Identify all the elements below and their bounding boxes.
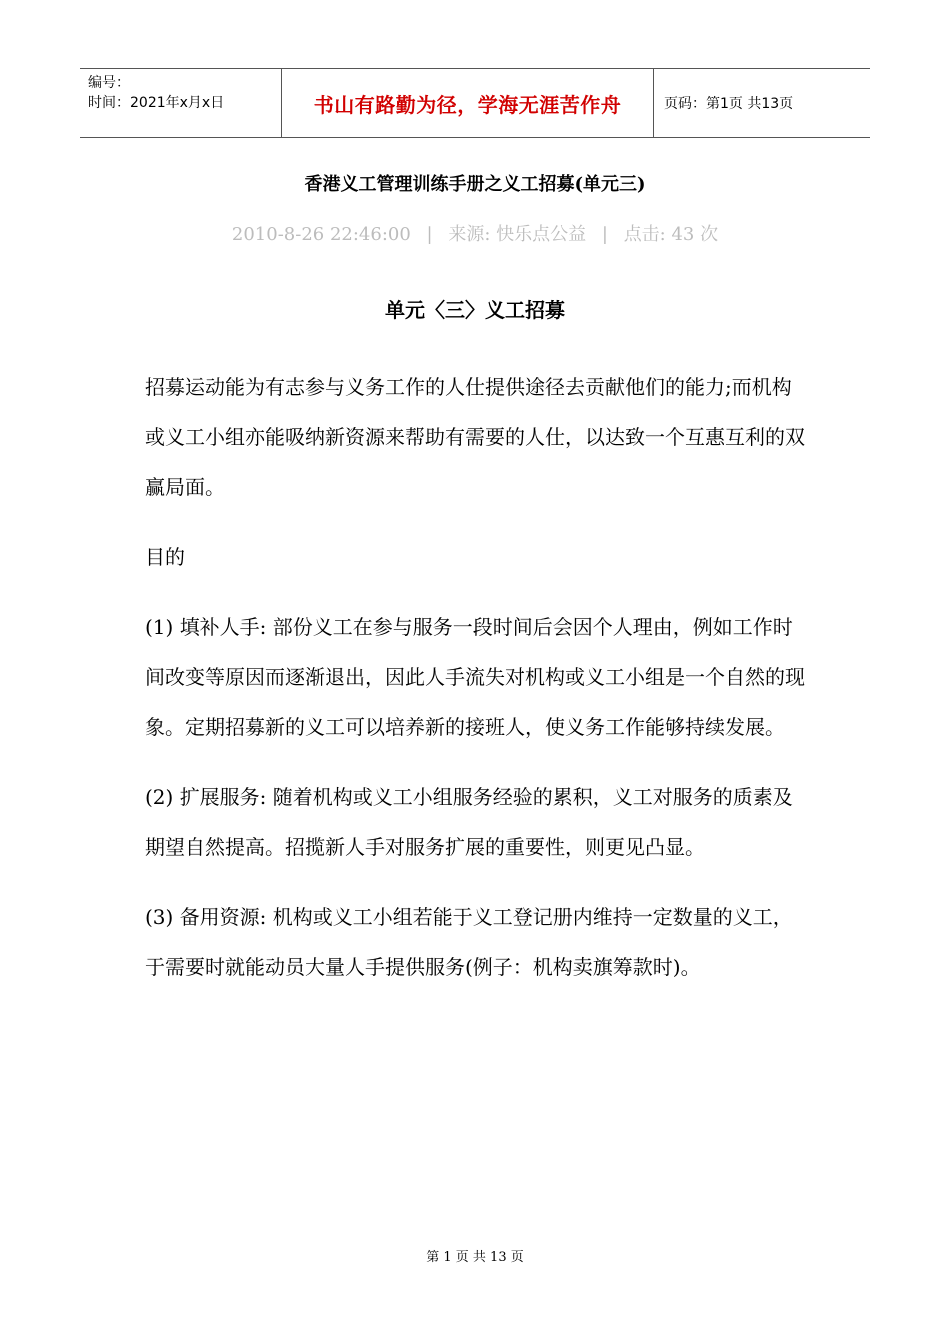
click-count: 点击: 43 次 bbox=[623, 224, 719, 245]
article-source: 来源: 快乐点公益 bbox=[448, 224, 587, 245]
meta-separator: | bbox=[601, 224, 608, 245]
paragraph-fill-staff: (1) 填补人手: 部份义工在参与服务一段时间后会因个人理由，例如工作时间改变等原因而逐渐退出，因此人手流失对机构或义工小组是一个自然的现象。定期招募新的义工可以培养新的接班人，使义务工作能够持续发展。 bbox=[145, 615, 805, 739]
document-header bbox=[80, 68, 870, 138]
paragraph-reserve-resources: (3) 备用资源: 机构或义工小组若能于义工登记册内维持一定数量的义工，于需要时就能动员大量人手提供服务(例子：机构卖旗筹款时)。 bbox=[145, 905, 793, 979]
article-body bbox=[145, 362, 810, 1012]
header-info-cell bbox=[80, 69, 281, 137]
serial-number-label: 编号： bbox=[88, 75, 130, 91]
article-meta bbox=[0, 220, 950, 246]
date-label: 时间：2021年x月x日 bbox=[88, 95, 225, 111]
unit-heading: 单元〈三〉义工招募 bbox=[385, 298, 565, 322]
page-footer: 第 1 页 共 13 页 bbox=[426, 1250, 524, 1265]
section-heading-purpose: 目的 bbox=[145, 545, 185, 569]
page-info: 页码：第1页 共13页 bbox=[664, 96, 794, 112]
meta-separator: | bbox=[426, 224, 433, 245]
intro-paragraph: 招募运动能为有志参与义务工作的人仕提供途径去贡献他们的能力;而机构或义工小组亦能吸纳新资源来帮助有需要的人仕，以达致一个互惠互利的双赢局面。 bbox=[145, 375, 805, 499]
article-title: 香港义工管理训练手册之义工招募(单元三) bbox=[304, 174, 646, 195]
paragraph-expand-service: (2) 扩展服务: 随着机构或义工小组服务经验的累积，义工对服务的质素及期望自然提高。招揽新人手对服务扩展的重要性，则更见凸显。 bbox=[145, 785, 793, 859]
publish-datetime: 2010-8-26 22:46:00 bbox=[231, 224, 411, 245]
motto: 书山有路勤为径，学海无涯苦作舟 bbox=[281, 69, 654, 137]
